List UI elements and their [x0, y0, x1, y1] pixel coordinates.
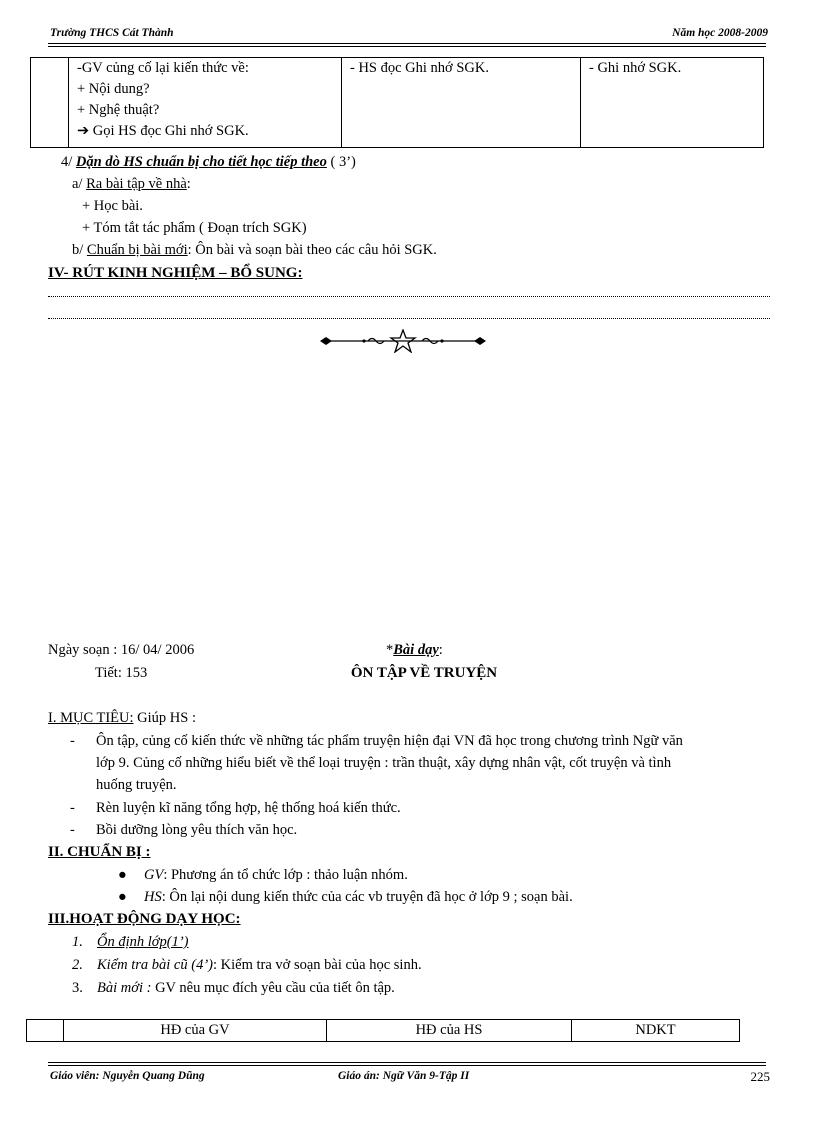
footer-teacher: Giáo viên: Nguyễn Quang Dũng	[50, 1070, 205, 1082]
dash-bullet: -	[70, 800, 75, 816]
objective-line: lớp 9. Củng cố những hiểu biết về thể loại truyện : trần thuật, xây dựng nhân vật, cốt truyện và tình	[96, 755, 672, 771]
objective-line: Bồi dưỡng lòng yêu thích văn học.	[96, 822, 298, 838]
dash-bullet: -	[70, 733, 75, 749]
gv-line: + Nội dung?	[77, 81, 150, 97]
step-number: 3.	[72, 980, 83, 996]
star-divider-ornament	[318, 329, 488, 353]
footer-lesson-plan: Giáo án: Ngữ Văn 9-Tập II	[338, 1070, 470, 1082]
table-index-header	[27, 1020, 64, 1042]
homework-b: b/ Chuẩn bị bài mới: Ôn bài và soạn bài theo các câu hỏi SGK.	[72, 242, 437, 258]
section-iii-heading: III.HOẠT ĐỘNG DẠY HỌC:	[48, 911, 241, 927]
content-cell	[581, 58, 764, 148]
hs-line: - HS đọc Ghi nhớ SGK.	[350, 60, 489, 76]
table-header-gv: HĐ của GV	[64, 1020, 327, 1042]
school-name: Trường THCS Cát Thành	[50, 27, 174, 39]
table-header-hs: HĐ của HS	[327, 1020, 572, 1042]
objective-line: Ôn tập, củng cố kiến thức về những tác phẩm truyện hiện đại VN đã học trong chương trình Ngữ văn	[96, 733, 683, 749]
section-i-heading: I. MỤC TIÊU: Giúp HS :	[48, 710, 196, 726]
homework-item: + Học bài.	[82, 198, 143, 214]
page-number: 225	[750, 1069, 770, 1084]
step-text: Bài mới : GV nêu mục đích yêu cầu của tiết ôn tập.	[97, 980, 395, 996]
section-iv-heading: IV- RÚT KINH NGHIỆM – BỔ SUNG:	[48, 265, 303, 281]
header-rule	[48, 43, 766, 47]
arrow-right-icon: ➔	[77, 123, 93, 139]
objective-line: Rèn luyện kĩ năng tổng hợp, hệ thống hoá kiến thức.	[96, 800, 401, 816]
dash-bullet: -	[70, 822, 75, 838]
school-year: Năm học 2008-2009	[672, 27, 768, 39]
table-index-cell	[31, 58, 69, 148]
gv-line: ➔ Gọi HS đọc Ghi nhớ SGK.	[77, 123, 249, 139]
homework-heading: 4/ Dặn dò HS chuẩn bị cho tiết học tiếp theo ( 3’)	[61, 154, 356, 170]
hs-activity-cell	[342, 58, 581, 148]
step-number: 2.	[72, 957, 83, 973]
activity-table	[26, 1019, 740, 1042]
lesson-label: *Bài dạy:	[386, 642, 443, 658]
homework-item: + Tóm tắt tác phẩm ( Đoạn trích SGK)	[82, 220, 307, 236]
gv-activity-cell	[69, 58, 342, 148]
lesson-period: Tiết: 153	[95, 665, 148, 681]
top-activity-table	[30, 57, 764, 148]
lesson-title: ÔN TẬP VỀ TRUYỆN	[350, 665, 498, 681]
dotted-line	[48, 318, 770, 319]
step-text: Kiểm tra bài cũ (4’): Kiểm tra vở soạn bài của học sinh.	[97, 957, 422, 973]
objective-line: huống truyện.	[96, 777, 177, 793]
gv-line: + Nghệ thuật?	[77, 102, 160, 118]
step-text: Ổn định lớp(1’)	[97, 934, 189, 950]
prep-gv: GV: Phương án tổ chức lớp : thảo luận nhóm.	[144, 867, 408, 883]
homework-a: a/ Ra bài tập về nhà:	[72, 176, 191, 192]
section-ii-heading: II. CHUẨN BỊ :	[48, 844, 151, 860]
dotted-line	[48, 296, 770, 297]
gv-line: -GV củng cố lại kiến thức về:	[77, 60, 249, 76]
bullet-icon: ●	[118, 889, 127, 905]
prep-date: Ngày soạn : 16/ 04/ 2006	[48, 642, 195, 658]
prep-hs: HS: Ôn lại nội dung kiến thức của các vb truyện đã học ở lớp 9 ; soạn bài.	[144, 889, 573, 905]
bullet-icon: ●	[118, 867, 127, 883]
content-line: - Ghi nhớ SGK.	[589, 60, 682, 76]
table-header-ndkt: NDKT	[572, 1020, 740, 1042]
step-number: 1.	[72, 934, 83, 950]
footer-rule	[48, 1062, 766, 1066]
